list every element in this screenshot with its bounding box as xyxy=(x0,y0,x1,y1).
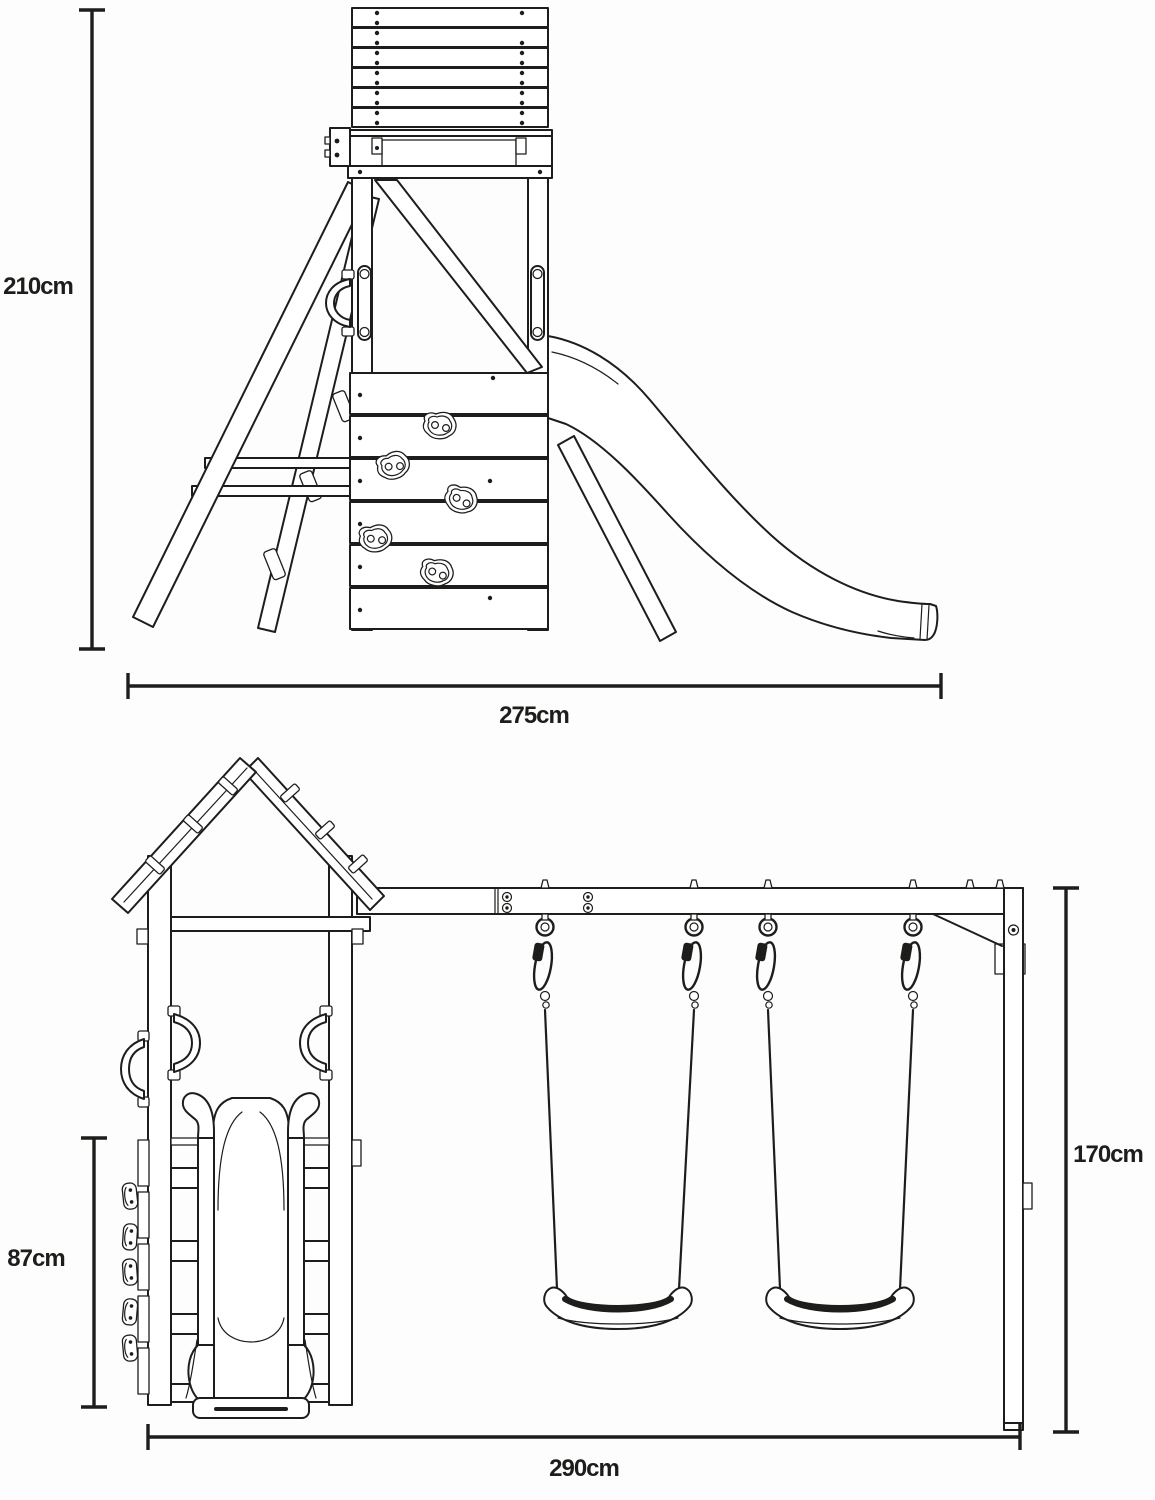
grab-handle-front-inner-left xyxy=(168,1006,200,1080)
tower-top-rail xyxy=(171,917,370,931)
dimension-width-side xyxy=(128,673,941,729)
tower-top-boards xyxy=(352,8,548,127)
dimension-width-front xyxy=(148,1424,1020,1482)
climbing-wall-front-edge xyxy=(122,1140,149,1394)
height-label-side: 210cm xyxy=(3,273,73,300)
post-tab xyxy=(137,929,148,944)
post-tab xyxy=(352,1140,361,1166)
tower-post-right-front xyxy=(329,856,352,1405)
grab-handle-front-inner-right xyxy=(300,1006,332,1080)
climbing-hold xyxy=(122,1335,138,1362)
slide-front xyxy=(183,1093,319,1418)
tower-post-left-front xyxy=(148,856,171,1405)
wall-height-label: 87cm xyxy=(7,1245,65,1272)
post-tab xyxy=(352,929,363,944)
frame-height-label: 170cm xyxy=(1073,1141,1143,1168)
swing-hanger xyxy=(895,914,923,1008)
tower-diagonal-brace xyxy=(375,180,542,373)
swing-hanger xyxy=(750,914,778,1008)
front-view xyxy=(7,758,1143,1482)
climbing-wall-side xyxy=(350,373,548,629)
width-label-side: 275cm xyxy=(499,702,569,729)
tower-platform xyxy=(348,130,552,178)
dimension-frame-height xyxy=(1053,888,1143,1432)
width-label-front: 290cm xyxy=(549,1455,619,1482)
dimension-height-side xyxy=(3,10,105,649)
climbing-hold xyxy=(122,1298,138,1325)
swing-hanger xyxy=(676,914,704,1008)
swing-beam xyxy=(357,880,1023,914)
dimension-wall-height xyxy=(7,1138,107,1407)
grab-handle-front-outer-left xyxy=(121,1031,149,1107)
swing-seat xyxy=(544,1288,692,1329)
side-view xyxy=(3,8,941,729)
swing-ropes xyxy=(545,1010,913,1289)
climbing-hold xyxy=(122,1223,138,1250)
swing-frame-post xyxy=(933,888,1032,1430)
platform-bracket xyxy=(325,128,350,166)
climbing-hold xyxy=(122,1259,138,1286)
a-frame-front-leg xyxy=(133,182,368,627)
swing-seat xyxy=(766,1288,914,1329)
climbing-hold xyxy=(423,412,456,438)
slide-side xyxy=(548,336,937,640)
climbing-hold xyxy=(122,1182,139,1209)
swing-hanger xyxy=(527,914,555,1008)
